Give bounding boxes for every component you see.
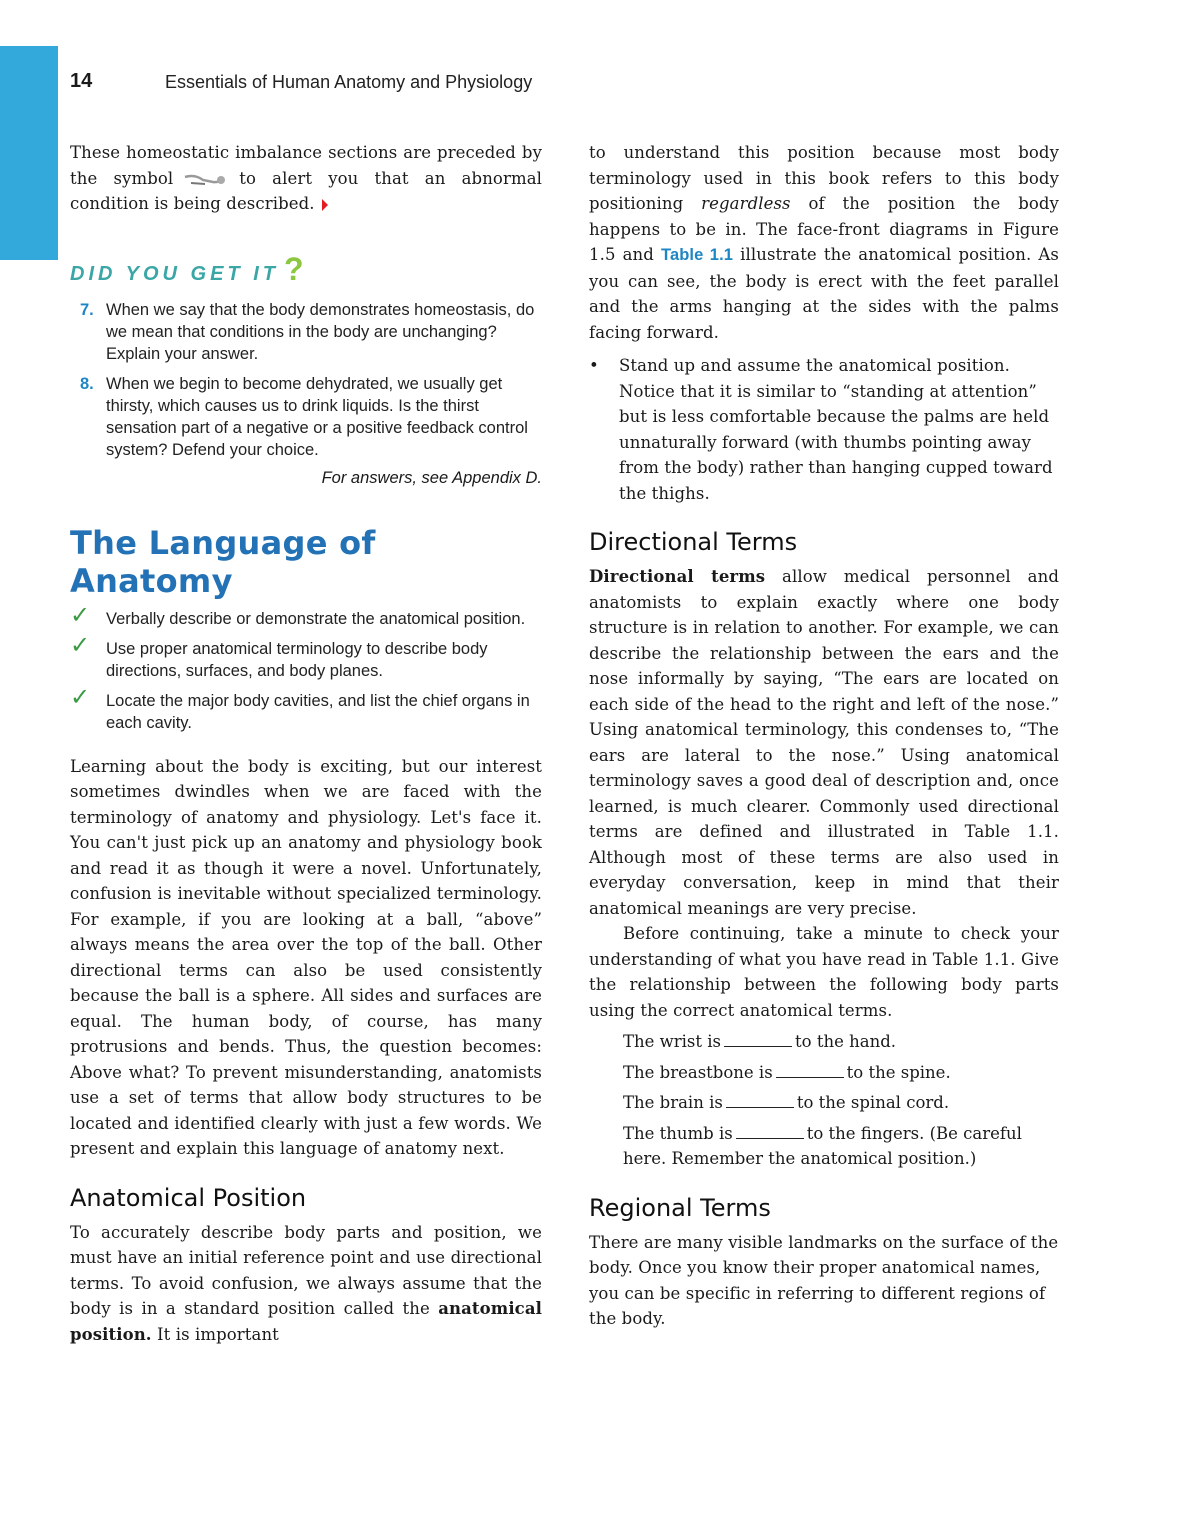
checkmark-icon: ✓ <box>70 600 91 629</box>
exercise-item <box>623 1090 1059 1116</box>
anatomical-position-paragraph-start <box>70 1220 542 1348</box>
exercise-text: to the spinal cord. <box>796 1093 950 1112</box>
intro-paragraph <box>70 140 542 217</box>
objective-item <box>70 682 542 734</box>
bullet-icon: • <box>589 356 599 375</box>
exercise-item <box>623 1121 1059 1172</box>
intro-text-1: These homeostatic imbalance sections are preceded by the symbol <box>70 143 542 188</box>
table-reference-link[interactable]: Table 1.1 <box>661 246 734 264</box>
question-number: 7. <box>80 300 94 319</box>
question-number: 8. <box>80 374 94 393</box>
review-questions <box>70 299 542 461</box>
paragraph-text: to understand this position because most body terminology used in this book refers to this body positioning <box>589 143 1059 213</box>
objective-text: Use proper anatomical terminology to describe body directions, surfaces, and body planes. <box>106 639 488 680</box>
homeostatic-imbalance-icon <box>183 172 229 186</box>
question-text: When we begin to become dehydrated, we usually get thirsty, which causes us to drink liquids. Is the thirst sensation part of a negative or a positive feedback control system? Defend your choice. <box>106 374 528 459</box>
answer-blank <box>726 1093 794 1108</box>
paragraph-text: illustrate the anatomical position. As you can see, the body is erect with the feet parallel and the arms hanging at the sides with the palms facing forward. <box>589 245 1059 342</box>
regional-terms-paragraph: There are many visible landmarks on the surface of the body. Once you know their proper anatomical names, you can be specific in referring to different regions of the body. <box>589 1232 1059 1328</box>
chapter-color-tab <box>0 46 58 260</box>
checkmark-icon: ✓ <box>70 630 91 659</box>
exercise-text: to the hand. <box>795 1032 897 1051</box>
anatomical-position-heading: Anatomical Position <box>70 1183 307 1212</box>
exercise-text: The thumb is <box>623 1123 733 1143</box>
intro-text-2: to alert you that an abnormal condition is being described. <box>70 168 543 213</box>
objective-text: Verbally describe or demonstrate the anatomical position. <box>106 609 526 628</box>
exercise-text: to the fingers. (Be careful here. Remember the anatomical position.) <box>623 1123 1022 1168</box>
fill-in-exercises <box>589 1029 1059 1172</box>
regional-terms-heading: Regional Terms <box>589 1193 771 1222</box>
exercise-text: The wrist is <box>623 1032 722 1051</box>
exercise-item <box>623 1029 1059 1055</box>
objective-item <box>70 630 542 682</box>
right-column <box>589 140 1059 1332</box>
bullet-text: Stand up and assume the anatomical position. Notice that it is similar to “standing at attention” but is less comfortable because the palms are held unnaturally forward (with thumbs pointing away from the body) rather than hanging cupped toward the thighs. <box>619 356 1053 503</box>
running-header-title: Essentials of Human Anatomy and Physiology <box>165 72 533 92</box>
objective-item <box>70 600 542 630</box>
answer-blank <box>736 1124 804 1139</box>
question-text: When we say that the body demonstrates homeostasis, do we mean that conditions in the body are unchanging? Explain your answer. <box>106 300 535 363</box>
objective-text: Locate the major body cavities, and list the chief organs in each cavity. <box>106 691 530 732</box>
answer-blank <box>776 1063 844 1078</box>
exercise-text: The brain is <box>623 1093 723 1112</box>
answer-blank <box>724 1032 792 1047</box>
bold-term: anatomical position. <box>70 1299 542 1344</box>
bold-term: Directional terms <box>589 567 766 586</box>
paragraph-text: allow medical personnel and anatomists to explain exactly where one body structure is in relation to another. For example, we can describe the relationship between the ears and the nose informally by saying, “The ears are located on each side of the head to the right and left of the nose.” Using anatomical terminology, this condenses to, “The ears are lateral to the nose.” Using anatomical terminology saves a good deal of description and, once learned, is much clearer. Commonly used directional terms are defined and illustrated in Table 1.1. Although most of these terms are also used in everyday conversation, keep in mind that their anatomical meanings are very precise. <box>589 567 1059 918</box>
question-8 <box>70 373 542 461</box>
left-column <box>70 140 542 1347</box>
red-triangle-icon <box>321 198 329 212</box>
italic-term: regardless <box>701 194 791 213</box>
anatomical-position-bullet <box>589 353 1059 506</box>
directional-terms-paragraph <box>589 564 1059 921</box>
checkmark-icon: ✓ <box>70 682 91 711</box>
paragraph-text: of the position the body happens to be in. The face-front diagrams in Figure 1.5 and <box>589 194 1059 264</box>
exercise-text: The breastbone is <box>623 1062 773 1082</box>
directional-terms-heading: Directional Terms <box>589 528 798 556</box>
section-title: The Language of Anatomy <box>70 523 376 600</box>
question-mark-icon: ? <box>284 250 304 287</box>
exercise-text: to the spine. <box>846 1062 951 1082</box>
exercise-item <box>623 1060 1059 1086</box>
did-you-get-it-heading <box>70 250 542 291</box>
answers-note: For answers, see Appendix D. <box>321 468 542 487</box>
learning-objectives <box>70 600 542 734</box>
did-you-get-it-title: DID YOU GET IT <box>70 262 279 285</box>
paragraph-text: It is important <box>157 1324 279 1344</box>
question-7 <box>70 299 542 365</box>
anatomical-position-paragraph-cont <box>589 140 1059 345</box>
language-paragraph: Learning about the body is exciting, but our interest sometimes dwindles when we are faced with the terminology of anatomy and physiology. Let's face it. You can't just pick up an anatomy and physiology book and read it as though it were a novel. Unfortunately, confusion is inevitable without specialized terminology. For example, if you are looking at a ball, “above” always means the area over the top of the ball. Other directional terms can also be used consistently because the ball is a sphere. All sides and surfaces are equal. The human body, of course, has many protrusions and bends. Thus, the question becomes: Above what? To prevent misunderstanding, anatomists use a set of terms that allow body structures to be located and identified clearly with just a few words. We present and explain this language of anatomy next. <box>70 756 542 1158</box>
directional-terms-paragraph-2: Before continuing, take a minute to check your understanding of what you have read in Table 1.1. Give the relationship between the following body parts using the correct anatomical terms. <box>589 924 1059 1020</box>
page-number: 14 <box>70 70 93 92</box>
paragraph-text: To accurately describe body parts and position, we must have an initial reference point and use directional terms. To avoid confusion, we always assume that the body is in a standard position called the <box>70 1222 542 1318</box>
